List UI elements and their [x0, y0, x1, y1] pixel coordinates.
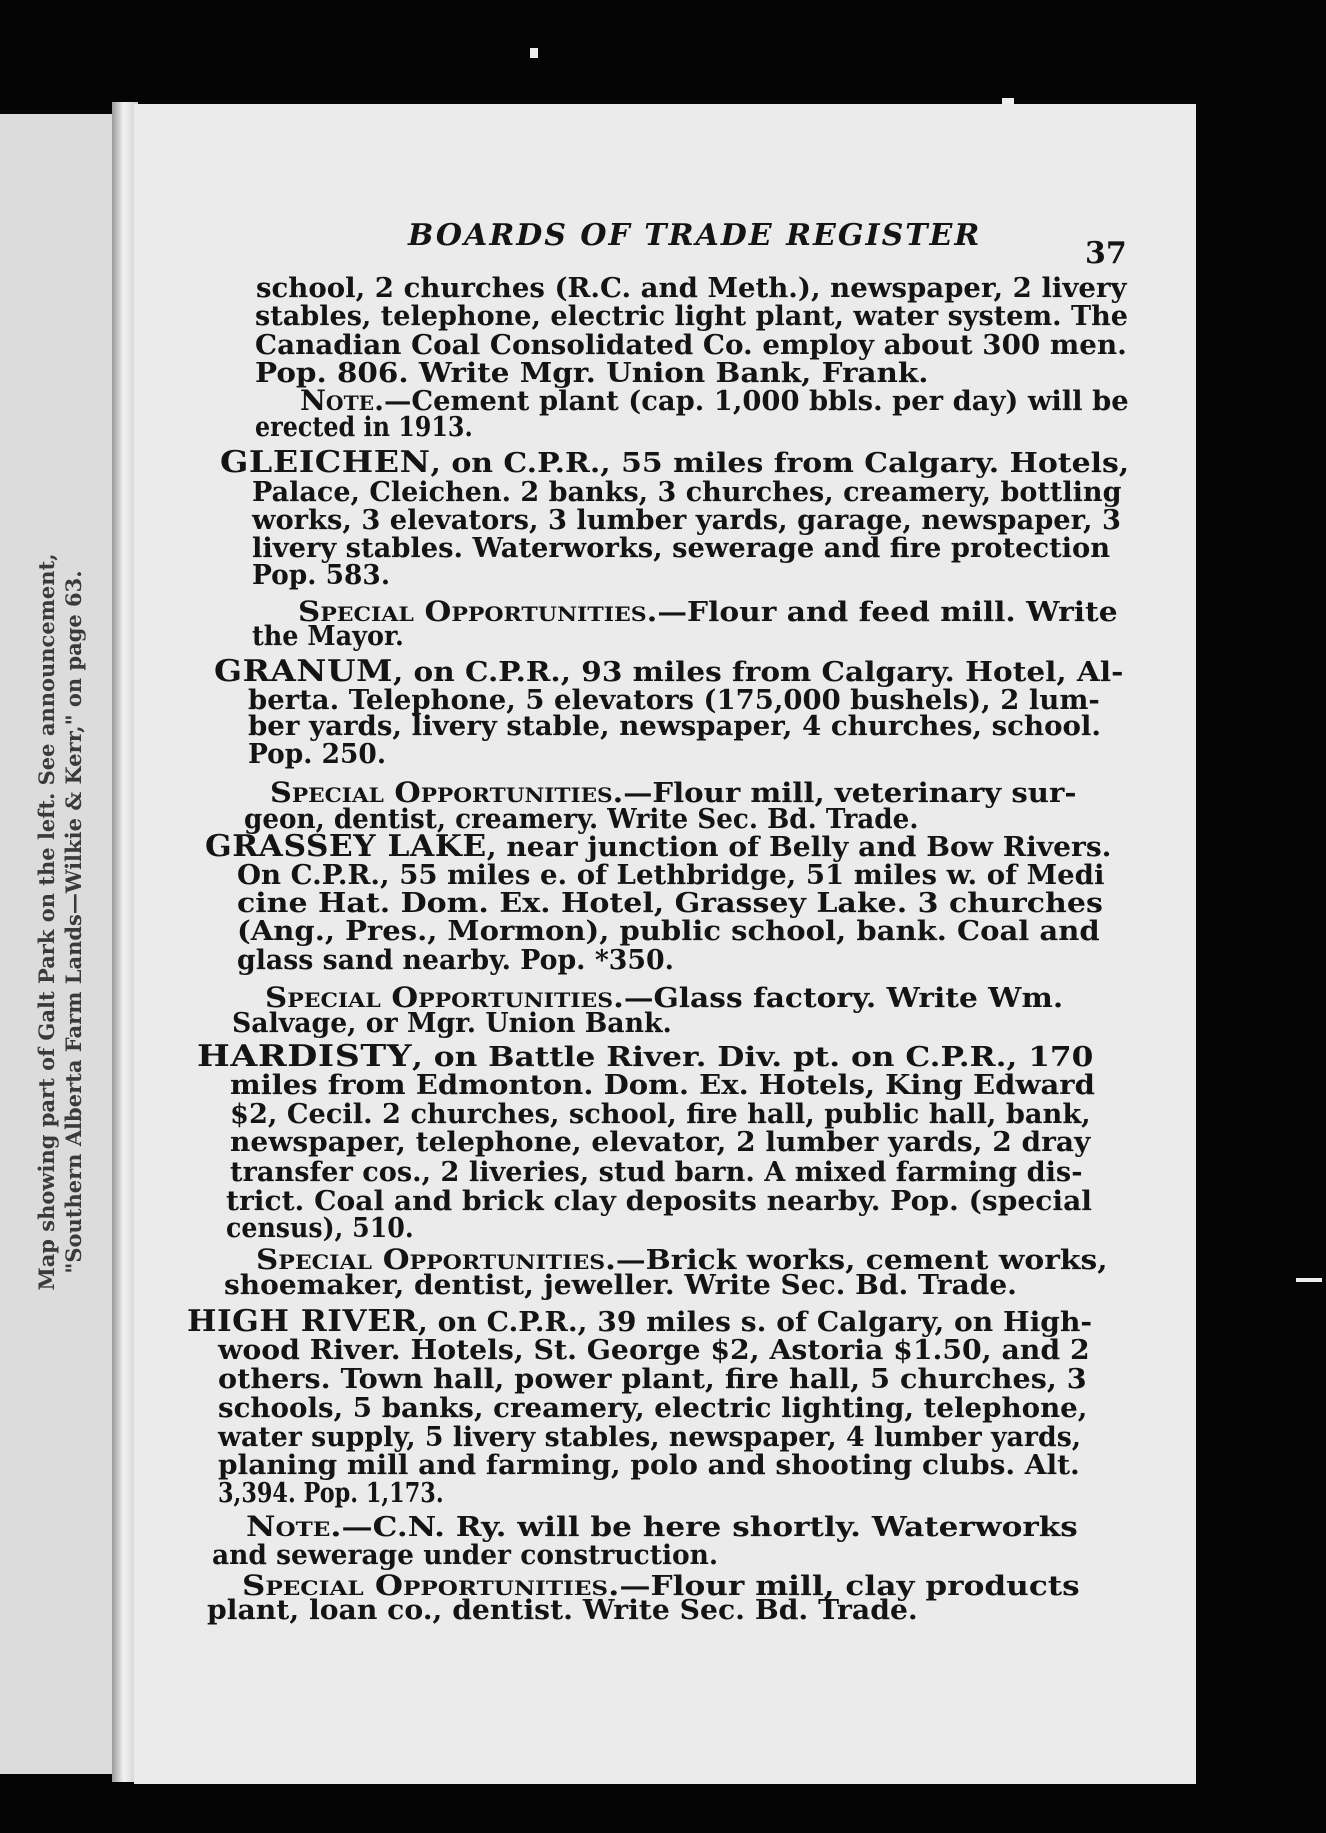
line-text: 3,394. Pop. 1,173. — [218, 1478, 444, 1509]
line-text: , on C.P.R., 39 miles s. of Calgary, on High- — [418, 1307, 1093, 1338]
place-name: HARDISTY — [197, 1039, 413, 1074]
line-text: and sewerage under construction. — [212, 1540, 719, 1571]
text-line — [230, 1071, 1095, 1101]
line-text: —Flour mill, veterinary sur- — [623, 778, 1077, 809]
line-text: trict. Coal and brick clay deposits nearby. Pop. (special — [226, 1186, 1092, 1217]
line-text: works, 3 elevators, 3 lumber yards, garage, newspaper, 3 — [252, 505, 1121, 536]
line-text: $2, Cecil. 2 churches, school, fire hall, public hall, bank, — [230, 1099, 1091, 1130]
scan-speck — [530, 48, 538, 58]
place-name: GRANUM — [214, 654, 393, 689]
text-line — [230, 1128, 1090, 1158]
scan-speck — [1002, 98, 1014, 104]
line-text: stables, telephone, electric light plant, water system. The — [255, 301, 1129, 332]
line-text: —Cement plant (cap. 1,000 bbls. per day) will be — [384, 386, 1129, 417]
line-text: schools, 5 banks, creamery, electric lighting, telephone, — [218, 1393, 1088, 1424]
line-text: Pop. 250. — [248, 739, 387, 770]
line-text: —Glass factory. Write Wm. — [623, 983, 1064, 1014]
line-text: the Mayor. — [252, 621, 404, 652]
text-line — [252, 561, 390, 591]
text-line — [207, 1596, 918, 1626]
line-text: school, 2 churches (R.C. and Meth.), newspaper, 2 livery — [256, 273, 1127, 304]
text-line — [187, 1304, 1093, 1339]
line-text: water supply, 5 livery stables, newspaper, 4 lumber yards, — [218, 1422, 1082, 1453]
line-text: erected in 1913. — [255, 412, 473, 443]
line-text: geon, dentist, creamery. Write Sec. Bd. Trade. — [244, 804, 919, 835]
text-line — [237, 946, 674, 976]
line-text: , on Battle River. Div. pt. on C.P.R., 170 — [412, 1042, 1094, 1073]
text-line — [218, 1336, 1090, 1366]
line-text: glass sand nearby. Pop. *350. — [237, 945, 674, 976]
section-lead: Special Opportunities. — [265, 981, 624, 1014]
line-text: others. Town hall, power plant, fire hall, 5 churches, 3 — [218, 1364, 1087, 1395]
text-line — [224, 1271, 1017, 1301]
text-line — [255, 331, 1127, 361]
place-name: GLEICHEN — [220, 445, 431, 480]
line-text: shoemaker, dentist, jeweller. Write Sec. Bd. Trade. — [224, 1270, 1017, 1301]
side-caption — [33, 422, 87, 1422]
line-text: On C.P.R., 55 miles e. of Lethbridge, 51 miles w. of Medi — [237, 860, 1105, 891]
line-text: Palace, Cleichen. 2 banks, 3 churches, creamery, bottling — [252, 477, 1122, 508]
line-text: (Ang., Pres., Mormon), public school, bank. Coal and — [237, 916, 1100, 947]
line-text: planing mill and farming, polo and shooting clubs. Alt. — [218, 1450, 1080, 1481]
text-line — [218, 1479, 444, 1509]
line-text: wood River. Hotels, St. George $2, Astoria $1.50, and 2 — [218, 1335, 1090, 1366]
line-text: Pop. 583. — [252, 560, 391, 591]
text-line — [252, 622, 404, 652]
text-line — [220, 445, 1130, 480]
text-line — [256, 274, 1127, 304]
line-text: ber yards, livery stable, newspaper, 4 churches, school. — [248, 711, 1102, 742]
side-caption-line-2: "Southern Alberta Farm Lands—Wilkie & Kerr," on page 63. — [61, 570, 86, 1274]
text-line — [298, 597, 1118, 628]
line-text: livery stables. Waterworks, sewerage and fire protection — [252, 533, 1111, 564]
text-line — [218, 1365, 1087, 1395]
line-text: , on C.P.R., 93 miles from Calgary. Hotel, Al- — [392, 657, 1124, 688]
section-lead: Special Opportunities. — [242, 1569, 620, 1602]
section-lead: Special Opportunities. — [256, 1243, 616, 1276]
running-header: BOARDS OF TRADE REGISTER — [408, 218, 982, 253]
text-line — [214, 654, 1124, 689]
text-line — [252, 506, 1121, 536]
line-text: berta. Telephone, 5 elevators (175,000 bushels), 2 lum- — [248, 685, 1100, 716]
text-line — [218, 1423, 1081, 1453]
scan-speck — [1296, 1278, 1322, 1282]
text-line — [232, 1009, 672, 1039]
text-line — [252, 478, 1121, 508]
line-text: newspaper, telephone, elevator, 2 lumber yards, 2 dray — [230, 1127, 1091, 1158]
text-line — [205, 829, 1112, 864]
line-text: , near junction of Belly and Bow Rivers. — [486, 832, 1112, 863]
text-line — [218, 1451, 1080, 1481]
section-lead: Note. — [300, 384, 385, 417]
place-name: HIGH RIVER — [187, 1304, 419, 1339]
section-lead: Special Opportunities. — [298, 595, 658, 628]
section-lead: Special Opportunities. — [270, 776, 624, 809]
text-line — [230, 1100, 1091, 1130]
text-line — [246, 1512, 1078, 1543]
line-text: cine Hat. Dom. Ex. Hotel, Grassey Lake. 3 churches — [237, 888, 1103, 919]
text-line — [248, 712, 1101, 742]
section-lead: Note. — [246, 1510, 342, 1543]
line-text: —C.N. Ry. will be here shortly. Waterworks — [341, 1512, 1078, 1543]
place-name: GRASSEY LAKE — [205, 829, 487, 864]
text-line — [248, 740, 386, 770]
text-line — [237, 917, 1100, 947]
text-line — [237, 861, 1104, 891]
page-number: 37 — [1085, 236, 1127, 271]
text-line — [218, 1394, 1087, 1424]
text-line — [255, 302, 1128, 332]
line-text: Salvage, or Mgr. Union Bank. — [232, 1008, 672, 1039]
line-text: —Flour and feed mill. Write — [657, 597, 1118, 628]
text-line — [255, 413, 473, 443]
text-line — [197, 1039, 1094, 1074]
text-line — [230, 1158, 1082, 1188]
text-line — [226, 1214, 414, 1244]
line-text: —Brick works, cement works, — [615, 1245, 1108, 1276]
side-caption-line-1: Map showing part of Galt Park on the left. See announcement, — [34, 553, 59, 1291]
line-text: , on C.P.R., 55 miles from Calgary. Hotels, — [430, 448, 1130, 479]
line-text: transfer cos., 2 liveries, stud barn. A mixed farming dis- — [230, 1157, 1083, 1188]
line-text: census), 510. — [226, 1213, 414, 1244]
line-text: —Flour mill, clay products — [619, 1571, 1080, 1602]
line-text: plant, loan co., dentist. Write Sec. Bd. Trade. — [207, 1595, 918, 1626]
line-text: Canadian Coal Consolidated Co. employ about 300 men. — [255, 330, 1127, 361]
text-line — [237, 889, 1103, 919]
text-line — [212, 1541, 718, 1571]
line-text: miles from Edmonton. Dom. Ex. Hotels, King Edward — [230, 1070, 1095, 1101]
line-text: Pop. 806. Write Mgr. Union Bank, Frank. — [255, 358, 929, 389]
